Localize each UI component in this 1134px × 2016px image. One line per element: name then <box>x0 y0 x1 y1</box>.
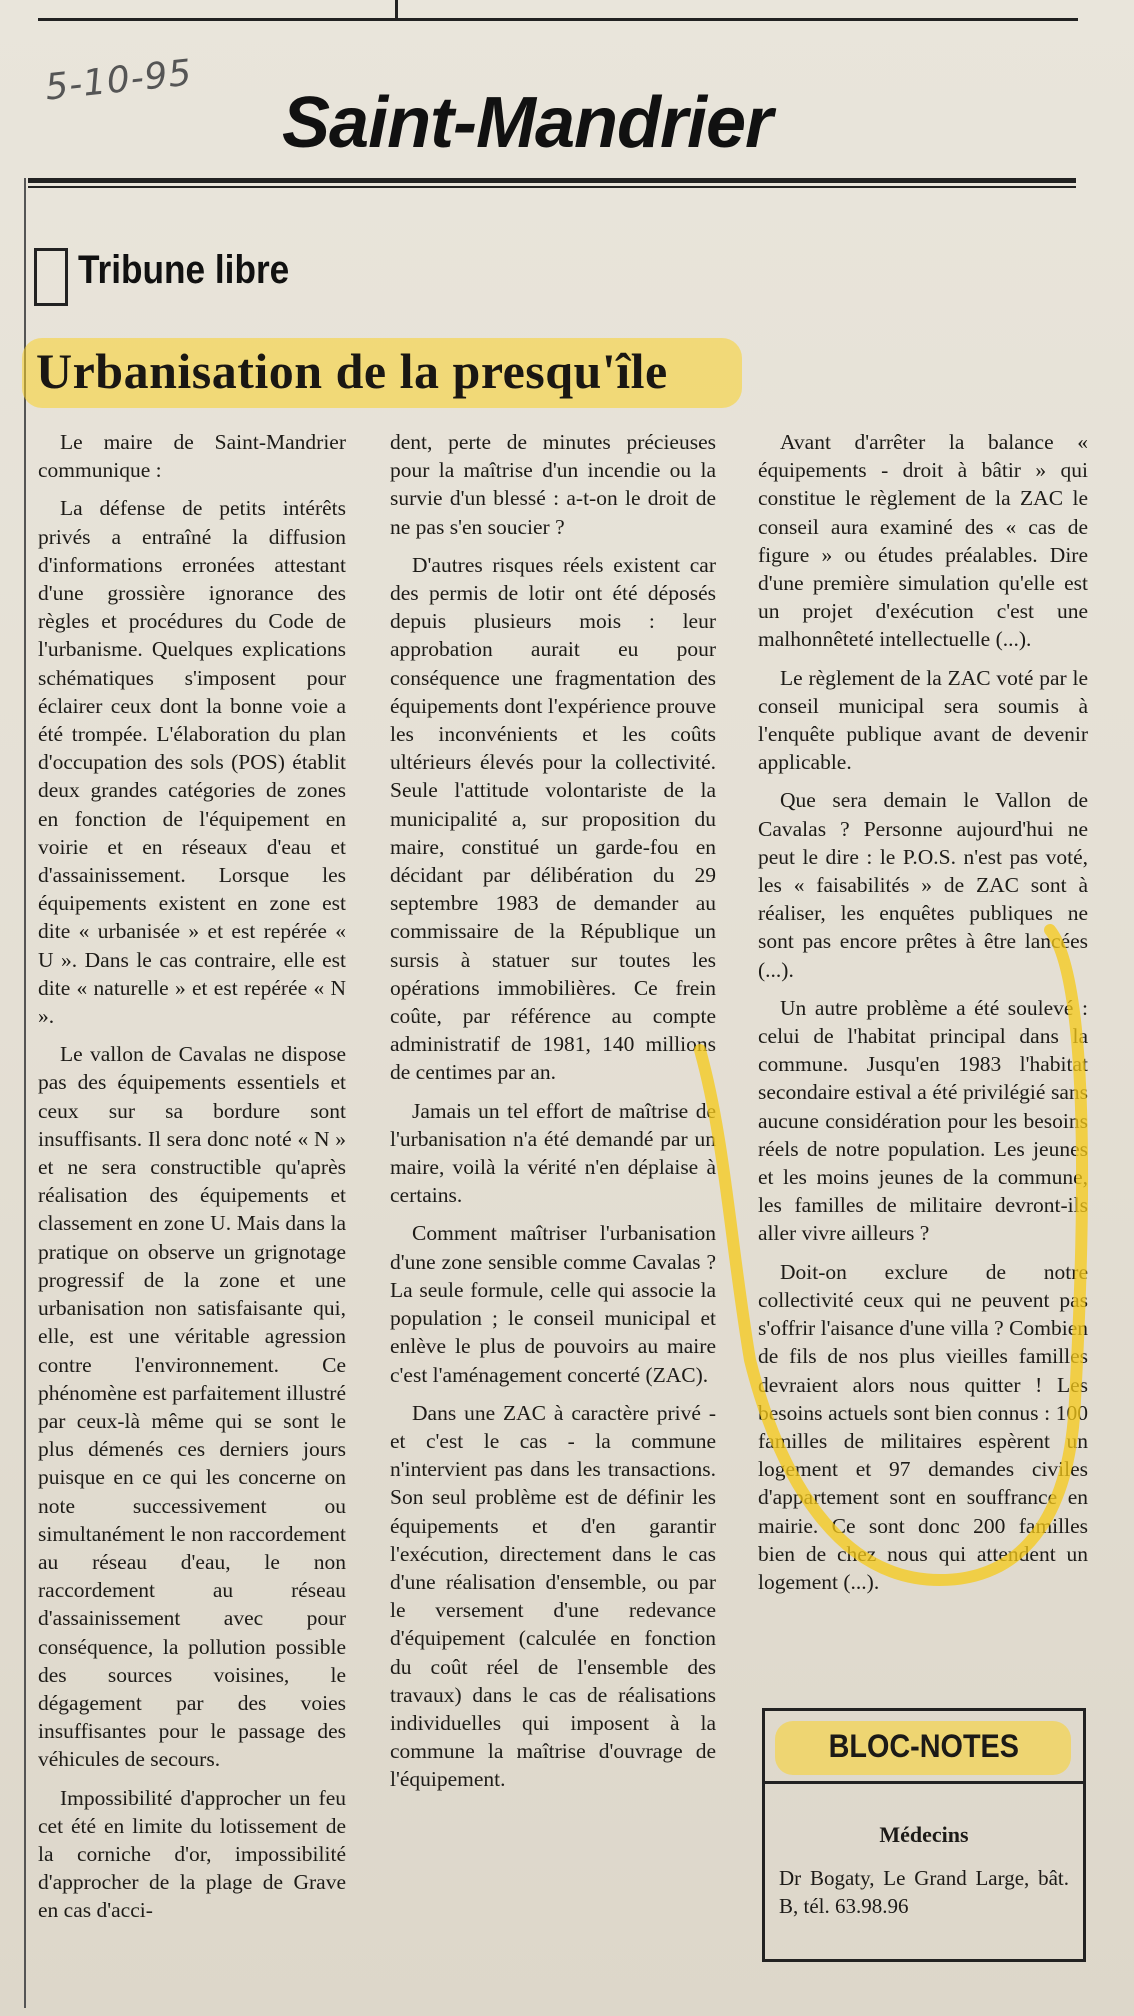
paragraph: Impossibilité d'approcher un feu cet été en limite du lotissement de la corniche d'or, impossibilité d'approcher de la plage de Grave en cas d'acci- <box>38 1785 346 1923</box>
column-3 <box>758 428 1088 1606</box>
top-divider <box>395 0 398 20</box>
paragraph: dent, perte de minutes précieuses pour la maîtrise d'un incendie ou la survie d'un blessé : a-t-on le droit de ne pas s'en soucier ? <box>390 430 716 539</box>
page-title: Saint-Mandrier <box>282 83 773 163</box>
masthead-rule-thin <box>28 186 1076 188</box>
paragraph: Dans une ZAC à caractère privé - et c'est le cas - la commune n'intervient pas dans les transactions. Son seul problème est de définir les équipements et d'en garantir l'exécution, directement dans le cas d'une réalisation d'ensemble, ou par le versement d'une redevance d'équipement (calculée en fonction du coût réel de l'ensemble des travaux) dans le cas de réalisations individuelles qui imposent à la commune la maîtrise d'ouvrage de l'équipement. <box>390 1400 716 1792</box>
masthead-rule <box>28 178 1076 183</box>
bloc-notes-subtitle: Médecins <box>879 1822 969 1847</box>
paragraph: D'autres risques réels existent car des permis de lotir ont été déposés depuis plusieurs mois : leur approbation aurait eu pour conséquence une fragmentation des équipements dont l'expérience prouve les inconvénients et les coûts ultérieurs élevés pour la collectivité. Seule l'attitude volontariste de la municipalité a, sur proposition du maire, constitué un garde-fou en décidant par délibération du 29 septembre 1983 de demander au commissaire de la République un sursis à statuer sur toutes les opérations immobilières. Ce frein coûte, par référence au compte administratif de 1981, 140 millions de centimes par an. <box>390 552 716 1085</box>
paragraph: Doit-on exclure de notre collectivité ceux qui ne peuvent pas s'offrir l'aisance d'une villa ? Combien de fils de nos plus vieilles familles devraient alors nous quitter ! Les besoins actuels sont bien connus : 100 familles de militaires espèrent un logement et 97 demandes civiles d'appartement sont en souffrance en mairie. Ce sont donc 200 familles bien de chez nous qui attendent un logement (...). <box>758 1259 1088 1594</box>
paragraph: Le règlement de la ZAC voté par le conseil municipal sera soumis à l'enquête publique avant de devenir applicable. <box>758 665 1088 775</box>
handwritten-date: 5-10-95 <box>43 52 195 109</box>
paragraph: Que sera demain le Vallon de Cavalas ? Personne aujourd'hui ne peut le dire : le P.O.S. n'est pas voté, les « faisabilités » de ZAC sont à réaliser, les enquêtes publiques ne sont pas encore prêtes à être lancées (...). <box>758 788 1088 982</box>
paragraph: Avant d'arrêter la balance « équipements - droit à bâtir » qui constitue le règlement de la ZAC le conseil aura examiné des « cas de figure » ou études préalables. Dire d'une première simulation qu'elle est un projet d'exécution c'est une malhonnêteté intellectuelle (...). <box>758 430 1088 652</box>
paragraph: Comment maîtriser l'urbanisation d'une zone sensible comme Cavalas ? La seule formule, celle qui associe la population ; le conseil municipal et enlève le plus de pouvoirs au maire c'est l'aménagement concerté (ZAC). <box>390 1221 716 1387</box>
paragraph: Le maire de Saint-Mandrier communique : <box>38 430 346 483</box>
paragraph: Un autre problème a été soulevé : celui de l'habitat principal dans la commune. Jusqu'en 1983 l'habitat secondaire estival a été privilégié sans aucune considération pour les besoins réels de notre population. Les jeunes et les moins jeunes de la commune, les familles de militaire devront-ils aller vivre ailleurs ? <box>758 995 1088 1246</box>
bloc-notes-box <box>762 1708 1086 1962</box>
section-label: Tribune libre <box>78 248 290 292</box>
margin-rule <box>24 178 26 2008</box>
section-box-icon <box>34 248 68 306</box>
column-2 <box>390 428 716 1804</box>
headline: Urbanisation de la presqu'île <box>36 343 668 399</box>
bloc-notes-header <box>765 1711 1083 1784</box>
paragraph: Jamais un tel effort de maîtrise de l'urbanisation n'a été demandé par un maire, voilà la vérité n'en déplaise à certains. <box>390 1098 716 1208</box>
top-rule <box>38 0 1078 21</box>
column-1 <box>38 428 346 1935</box>
paragraph: La défense de petits intérêts privés a entraîné la diffusion d'informations erronées attestant d'une grossière ignorance des règles et procédures du Code de l'urbanisme. Quelques explications schématiques s'imposent pour éclairer ceux dont la bonne voie a été trompée. L'élaboration du plan d'occupation des sols (POS) établit deux grandes catégories de zones en fonction de l'équipement en voirie et en réseaux d'eau et d'assainissement. Lorsque les équipements existent en zone est dite « urbanisée » et est repérée « U ». Dans le cas contraire, elle est dite « naturelle » et est repérée « N ». <box>38 496 346 1029</box>
bloc-notes-title: BLOC-NOTES <box>828 1727 1020 1764</box>
bloc-notes-entry: Dr Bogaty, Le Grand Large, bât. B, tél. 63.98.96 <box>779 1866 1069 1918</box>
paragraph: Le vallon de Cavalas ne dispose pas des équipements essentiels et ceux sur sa bordure sont insuffisants. Il sera donc noté « N » et ne sera constructible qu'après réalisation des équipements et classement en zone U. Mais dans la pratique on observe un grignotage progressif de la zone et une urbanisation non satisfaisante qui, elle, est une véritable agression contre l'environnement. Ce phénomène est parfaitement illustré par ceux-là même qui se sont le plus démenés ces derniers jours puisque en ce qui les concerne on note successivement ou simultanément le non raccordement au réseau d'eau, le non raccordement au réseau d'assainissement avec pour conséquence, la pollution possible des sources voisines, le dégagement par des voies insuffisantes pour le passage des véhicules de secours. <box>38 1042 346 1772</box>
